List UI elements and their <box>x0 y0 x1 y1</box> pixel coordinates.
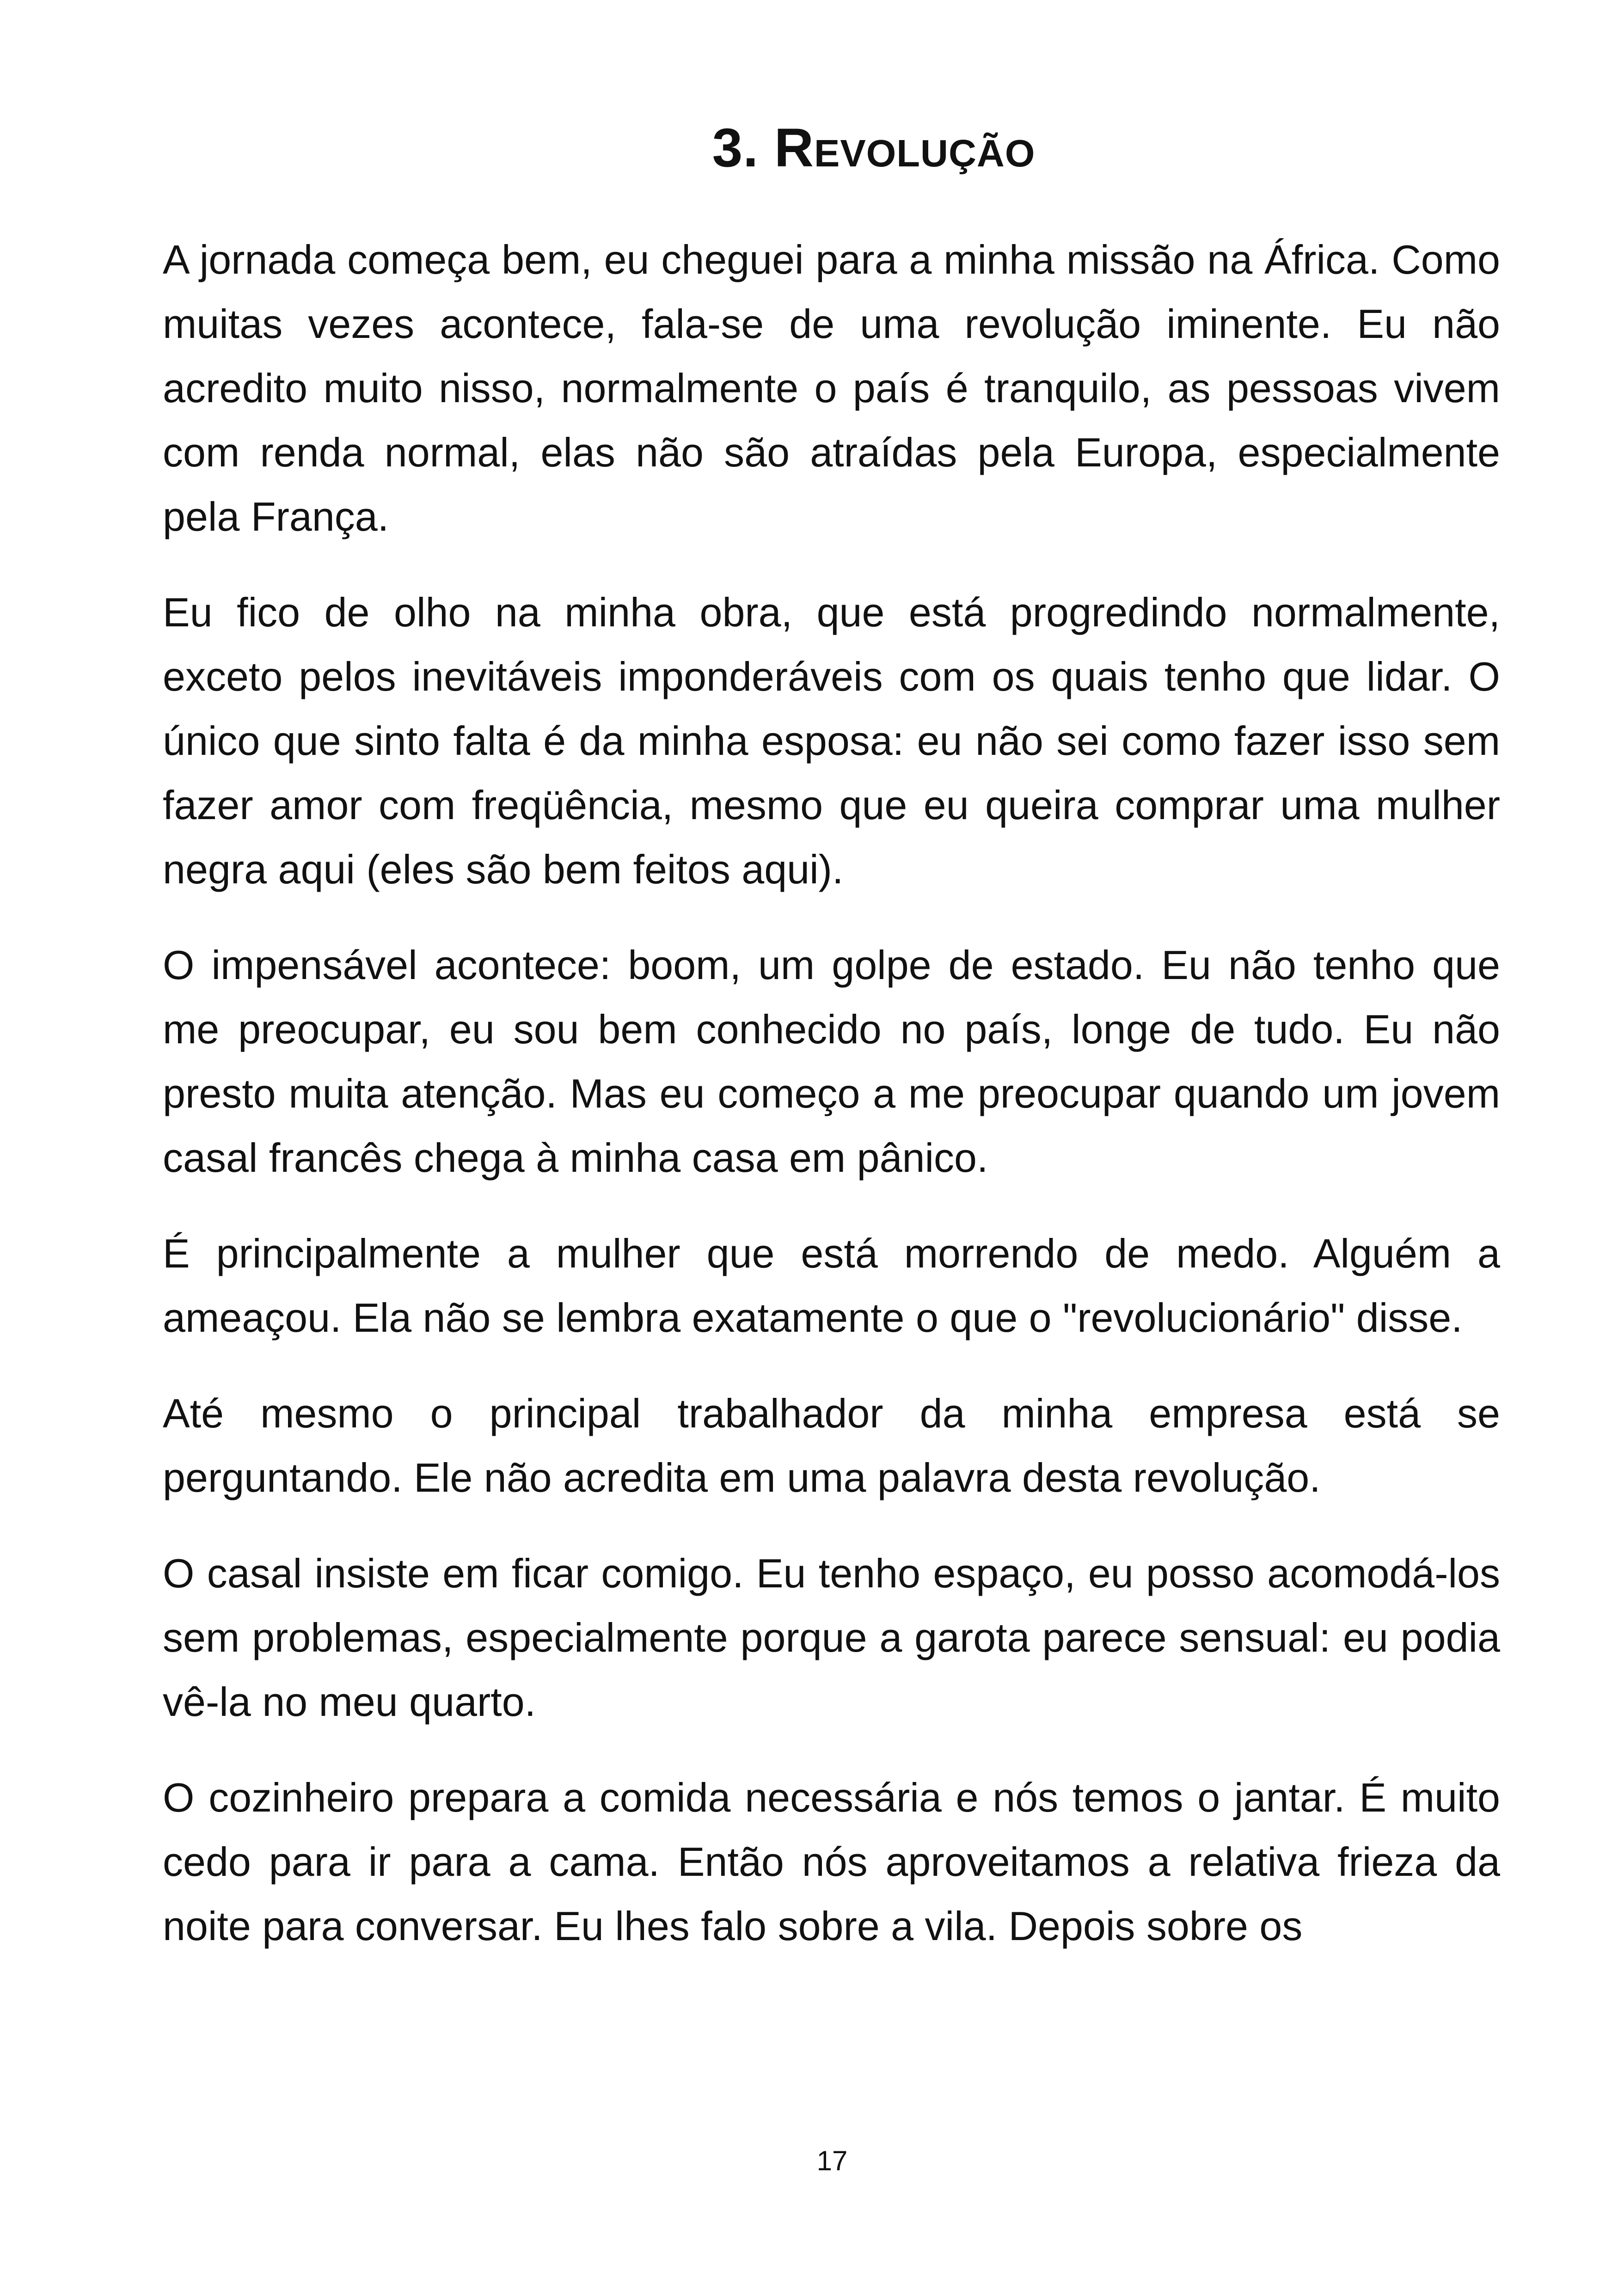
chapter-title-text: Revolução <box>774 117 1036 178</box>
paragraph: Eu fico de olho na minha obra, que está progredindo normalmente, exceto pelos inevitáveis imponderáveis com os quais tenho que lidar. O único que sinto falta é da minha esposa: eu não sei como fazer isso sem fazer amor com freqüência, mesmo que eu queira comprar uma mulher negra aqui (eles são bem feitos aqui). <box>163 589 1500 892</box>
paragraph: O impensável acontece: boom, um golpe de estado. Eu não tenho que me preocupar, eu sou bem conhecido no país, longe de tudo. Eu não presto muita atenção. Mas eu começo a me preocupar quando um jovem casal francês chega à minha casa em pânico. <box>163 942 1500 1181</box>
page-number: 17 <box>816 2145 848 2176</box>
paragraph: É principalmente a mulher que está morrendo de medo. Alguém a ameaçou. Ela não se lembra exatamente o que o "revolucionário" disse. <box>163 1231 1500 1341</box>
chapter-title <box>0 116 1618 181</box>
paragraph: A jornada começa bem, eu cheguei para a minha missão na África. Como muitas vezes acontece, fala-se de uma revolução iminente. Eu não acredito muito nisso, normalmente o país é tranquilo, as pessoas vivem com renda normal, elas não são atraídas pela Europa, especialmente pela França. <box>163 237 1500 539</box>
paragraph: O casal insiste em ficar comigo. Eu tenho espaço, eu posso acomodá-los sem problemas, especialmente porque a garota parece sensual: eu podia vê-la no meu quarto. <box>163 1550 1500 1725</box>
chapter-number: 3. <box>712 117 759 178</box>
paragraph: O cozinheiro prepara a comida necessária e nós temos o jantar. É muito cedo para ir para a cama. Então nós aproveitamos a relativa frieza da noite para conversar. Eu lhes falo sobre a vila. Depois sobre os <box>163 1775 1500 1949</box>
paragraph: Até mesmo o principal trabalhador da minha empresa está se perguntando. Ele não acredita em uma palavra desta revolução. <box>163 1390 1500 1500</box>
body-text <box>163 227 1500 1990</box>
